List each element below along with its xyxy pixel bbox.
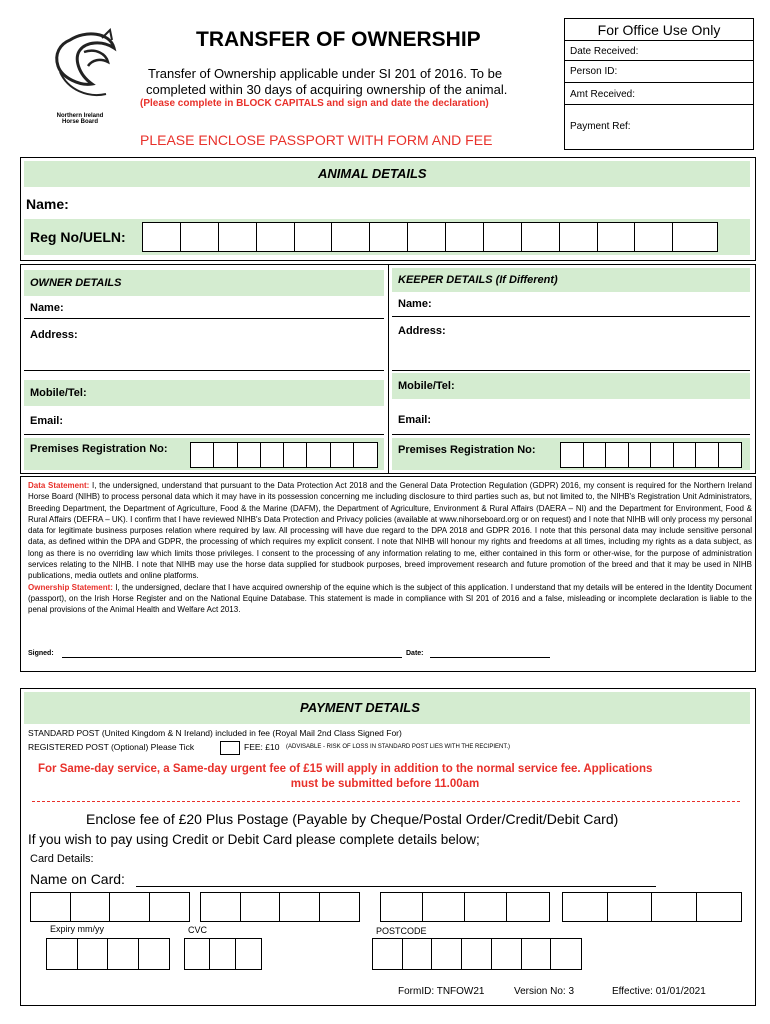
block-capitals-note: (Please complete in BLOCK CAPITALS and sign and date the declaration) [140,98,489,109]
card-number-group-2[interactable] [200,892,360,922]
keeper-address-label: Address: [398,325,446,337]
footer-effective: Effective: 01/01/2021 [612,986,706,997]
keeper-premises-label: Premises Registration No: [398,444,536,456]
keeper-name-field[interactable] [392,316,750,317]
owner-email-label: Email: [30,415,64,427]
postcode-input[interactable] [372,938,582,970]
nihb-logo [40,28,130,128]
postcode-label: POSTCODE [376,926,427,936]
advisable-text: (ADVISABLE - RISK OF LOSS IN STANDARD POST LIES WITH THE RECIPIENT.) [286,744,511,750]
name-on-card-field[interactable] [136,886,656,887]
owner-mobile-label: Mobile/Tel: [30,387,87,399]
statement-text [28,480,752,616]
registered-fee-text: FEE: £10 [244,742,280,752]
same-day-note-line-2: must be submitted before 11.00am [290,778,480,790]
expiry-input[interactable] [46,938,170,970]
card-number-group-1[interactable] [30,892,190,922]
date-label: Date: [406,650,424,657]
keeper-premises-input[interactable] [560,442,742,468]
keeper-email-field[interactable] [392,434,750,435]
keeper-email-label: Email: [398,414,432,426]
data-statement-text: I, the undersigned, understand that pursuant to the Data Protection Act 2018 and the General Data Protection Regulation (GDPR) 2016, my consent is required for the Northern Ireland Horse Board (NIHB) to process personal data which it may have in its possession concerning me including disclosure to third parties such as, but not limited to, the NIHB's Registration Unit Administrators, Breeding Department, the Department of Agriculture, Food & the Marine (DAFM), the Department of Agriculture, Environment & Rural Affairs (DAERA – NI) and the Department for Environment, Food & Rural Affairs (DEFRA – UK). I confirm that I have reviewed NIHB's Data Protection and Privacy policies (available at www.nihorseboard.org or on request) and I note that NIHB will only process my personal data for legitimate business purposes relation where required by law. All processing will have due regard to the DPA 2018 and GDPR 2016. I note that this personal data may include sensitive personal data, as defined within the DPA and GDPR, the processing of which requires my explicit consent. I note that NIHB will honour my rights and freedoms at all times, including my rights as a data subject, as long as there is no overriding law which limits those privileges. I consent to the processing of any information relating to me, either contained in this form or other-wise, for the purpose of administration services relating to the NIHB. I note that NIHB may use the horse data supplied for studbook purposes, breed improvement research and future promotion of the breed and that it may be used in NIHB publications, media outlets and online platforms. [28,481,753,581]
office-use-title: For Office Use Only [565,19,753,41]
cvc-input[interactable] [184,938,262,970]
keeper-name-label: Name: [398,298,432,310]
subtitle-line-2: completed within 30 days of acquiring ownership of the animal. [146,82,508,97]
dashed-divider [32,801,740,802]
office-use-box [564,18,754,150]
name-on-card-label: Name on Card: [30,871,125,887]
owner-address-field[interactable] [24,370,384,371]
reg-no-label: Reg No/UELN: [30,229,126,245]
office-amt-received[interactable]: Amt Received: [565,83,753,105]
office-date-received[interactable]: Date Received: [565,41,753,61]
keeper-details-heading: KEEPER DETAILS (If Different) [398,274,558,286]
card-instruction-text: If you wish to pay using Credit or Debit Card please complete details below; [28,832,480,847]
expiry-label: Expiry mm/yy [50,924,104,934]
card-details-label: Card Details: [30,853,94,865]
column-divider [388,264,389,474]
owner-details-heading: OWNER DETAILS [30,277,122,289]
keeper-mobile-label: Mobile/Tel: [398,380,455,392]
data-statement-label: Data Statement: [28,481,90,490]
enclose-fee-text: Enclose fee of £20 Plus Postage (Payable by Cheque/Postal Order/Credit/Debit Card) [86,811,619,827]
owner-name-label: Name: [30,302,64,314]
animal-details-heading: ANIMAL DETAILS [318,166,427,181]
reg-no-input[interactable] [142,222,718,252]
card-number-group-4[interactable] [562,892,742,922]
ownership-statement-text: I, the undersigned, declare that I have acquired ownership of the equine which is the subject of this application. I understand that my details will be entered in the Identity Document (passport), on the Irish Horse Register and on the National Equine Database. This statement is made in compliance with SI 201 of 2016 and a false, misleading or incomplete declaration is liable to the penal provisions of the Animal Health and Welfare Act 2013. [28,582,752,615]
footer-version: Version No: 3 [514,986,575,997]
ownership-statement-label: Ownership Statement: [28,582,113,592]
office-person-id[interactable]: Person ID: [565,61,753,83]
owner-name-field[interactable] [24,318,384,319]
same-day-note-line-1: For Same-day service, a Same-day urgent fee of £15 will apply in addition to the normal service fee. Applications [38,763,653,775]
card-number-group-3[interactable] [380,892,550,922]
office-payment-ref[interactable]: Payment Ref: [570,121,631,132]
horse-head-logo-icon [40,28,130,108]
payment-details-heading: PAYMENT DETAILS [300,700,420,715]
date-field[interactable] [430,657,550,658]
logo-text: Northern Ireland Horse Board [56,113,104,125]
registered-post-checkbox[interactable] [220,741,240,755]
owner-premises-label: Premises Registration No: [30,443,168,455]
signed-label: Signed: [28,650,54,657]
owner-email-field[interactable] [24,434,384,435]
owner-premises-input[interactable] [190,442,378,468]
subtitle-line-1: Transfer of Ownership applicable under SI 201 of 2016. To be [148,66,503,81]
page-title: TRANSFER OF OWNERSHIP [196,28,481,51]
signature-field[interactable] [62,657,402,658]
registered-post-text: REGISTERED POST (Optional) Please Tick [28,742,195,752]
enclose-passport-note: PLEASE ENCLOSE PASSPORT WITH FORM AND FEE [140,132,493,148]
keeper-address-field[interactable] [392,370,750,371]
cvc-label: CVC [188,925,208,935]
footer-form-id: FormID: TNFOW21 [398,986,485,997]
owner-address-label: Address: [30,329,78,341]
animal-name-label: Name: [26,196,69,212]
standard-post-text: STANDARD POST (United Kingdom & N Ireland) included in fee (Royal Mail 2nd Class Signed For) [28,728,402,738]
